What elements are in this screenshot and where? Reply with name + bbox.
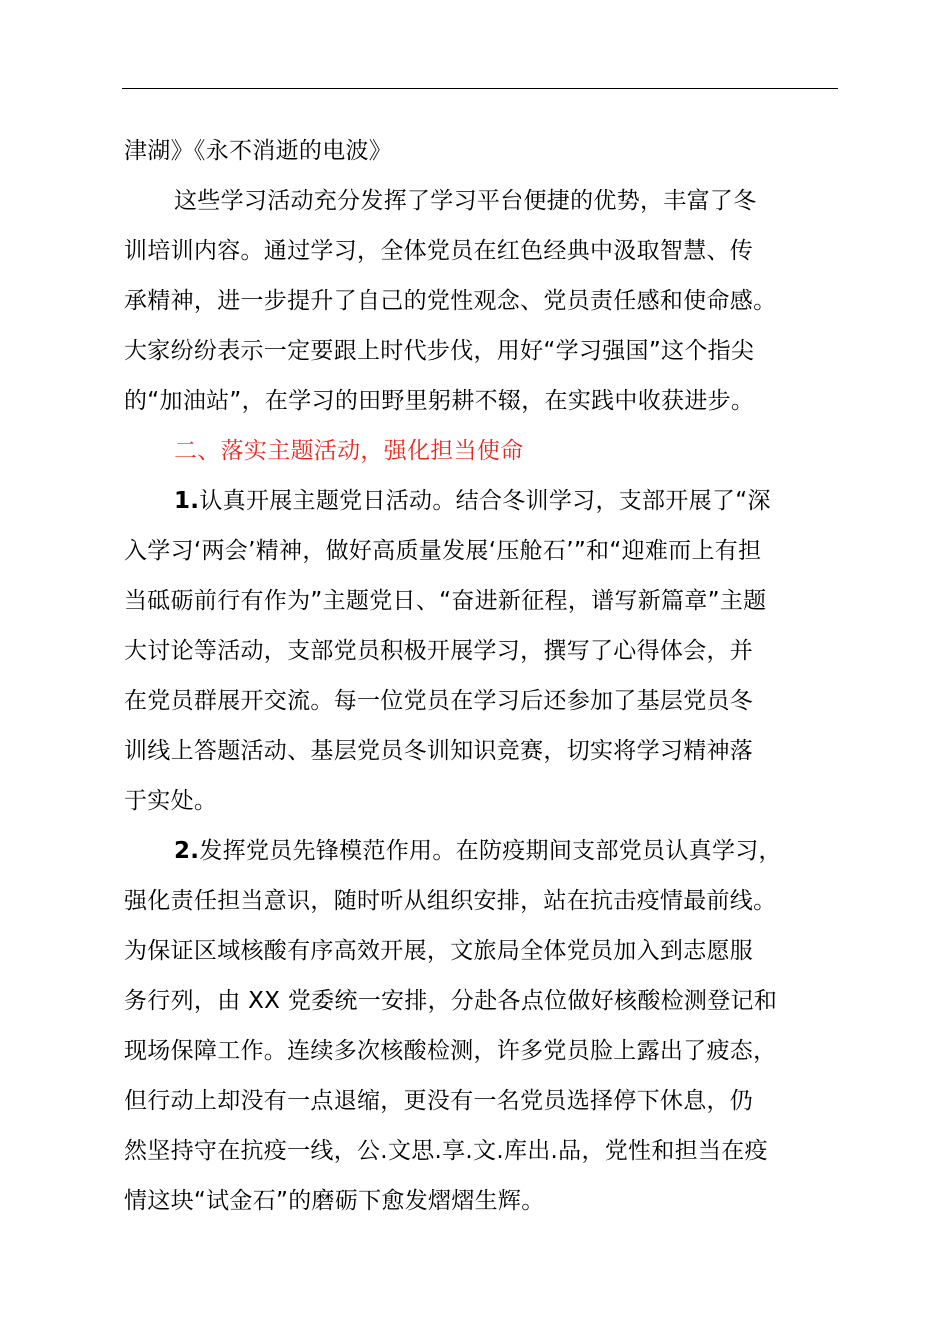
text-line: 现场保障工作。连续多次核酸检测，许多党员脸上露出了疲态， [124,1038,777,1064]
text-line: 强化责任担当意识，随时听从组织安排，站在抗击疫情最前线。 [124,888,777,914]
text-line: 情这块“试金石”的磨砺下愈发熠熠生辉。 [124,1188,545,1214]
text-line: 大讨论等活动，支部党员积极开展学习，撰写了心得体会，并 [124,638,754,664]
text-line: 然坚持守在抗疫一线，公.文思.享.文.库出.品，党性和担当在疫 [124,1138,768,1164]
numbered-item-2 [124,826,838,876]
text-line: 务行列，由 XX 党委统一安排，分赴各点位做好核酸检测登记和 [124,988,778,1014]
text-line: 津湖》《永不消逝的电波》 [124,138,393,164]
text-line: 的“加油站”，在学习的田野里躬耕不辍，在实践中收获进步。 [124,388,755,414]
item-text: 发挥党员先锋模范作用。在防疫期间支部党员认真学习， [199,838,782,864]
section-heading: 二、落实主题活动，强化担当使命 [174,438,524,464]
text-line: 入学习‘两会’精神，做好高质量发展‘压舱石’”和“迎难而上有担 [124,538,762,564]
text-line: 但行动上却没有一点退缩，更没有一名党员选择停下休息，仍 [124,1088,754,1114]
item-number: 2. [174,838,200,864]
numbered-item-1 [124,476,838,526]
text-line: 于实处。 [124,788,218,814]
text-line: 训线上答题活动、基层党员冬训知识竞赛，切实将学习精神落 [124,738,754,764]
text-line: 承精神，进一步提升了自己的党性观念、党员责任感和使命感。 [124,288,777,314]
text-line: 在党员群展开交流。每一位党员在学习后还参加了基层党员冬 [124,688,754,714]
item-text: 认真开展主题党日活动。结合冬训学习，支部开展了“深 [199,488,771,514]
text-line: 训培训内容。通过学习，全体党员在红色经典中汲取智慧、传 [124,238,754,264]
item-number: 1. [174,488,200,514]
text-line: 当砥砺前行有作为”主题党日、“奋进新征程，谱写新篇章”主题 [124,588,767,614]
header-divider [122,88,838,89]
document-body [124,126,838,1226]
text-line: 为保证区域核酸有序高效开展，文旅局全体党员加入到志愿服 [124,938,754,964]
text-line: 大家纷纷表示一定要跟上时代步伐，用好“学习强国”这个指尖 [124,338,755,364]
text-line: 这些学习活动充分发挥了学习平台便捷的优势，丰富了冬 [174,188,757,214]
